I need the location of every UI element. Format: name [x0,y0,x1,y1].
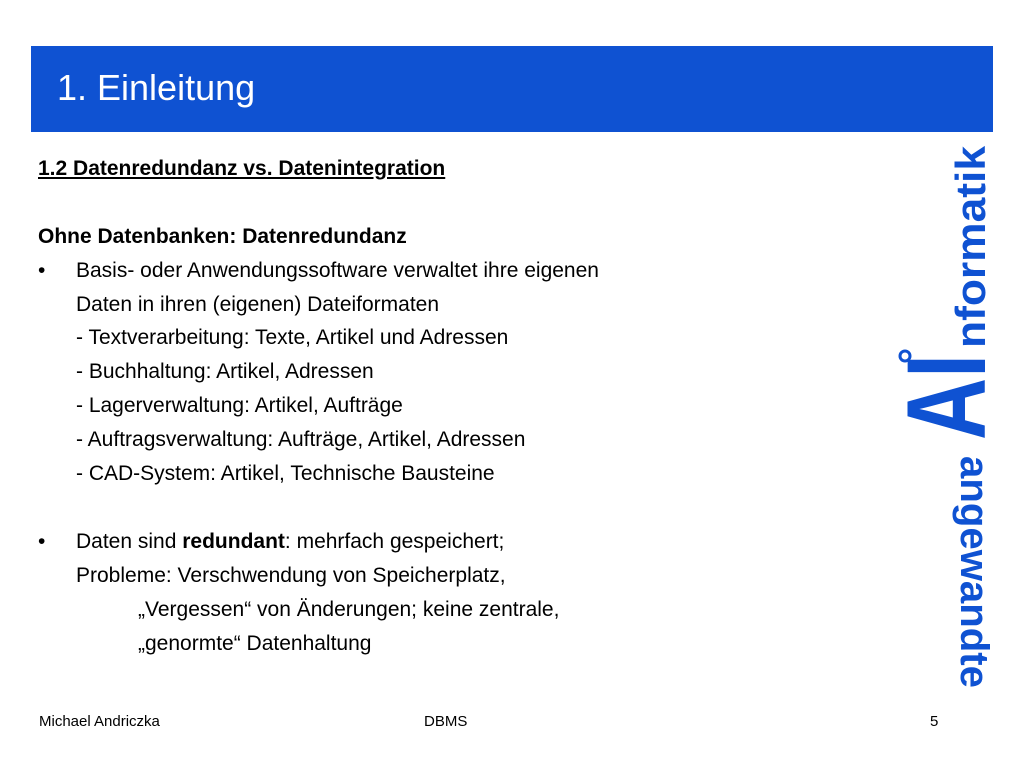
title-bar [31,46,993,132]
bullet2-prefix: Daten sind [76,530,183,553]
bullet2-suffix: : mehrfach gespeichert; [284,530,505,553]
logo-letters-ai: AI [884,328,1009,440]
bullet-marker-1: • [38,259,46,282]
footer-course: DBMS [424,713,468,730]
bullet2-line2: Probleme: Verschwendung von Speicherplatz, [76,564,506,587]
example-item: - Buchhaltung: Artikel, Adressen [76,360,374,383]
slide-subtitle: 1.2 Datenredundanz vs. Datenintegration [38,157,446,180]
bullet1-line2: Daten in ihren (eigenen) Dateiformaten [76,293,440,316]
footer-page-number: 5 [930,713,939,730]
logo-text-angewandte: angewandte [952,456,996,688]
slide-title: 1. Einleitung [57,67,256,108]
example-item: - Lagerverwaltung: Artikel, Aufträge [76,394,403,417]
bullet2-bold-word: redundant [182,530,285,553]
example-item: - Auftragsverwaltung: Aufträge, Artikel, Adressen [76,428,526,451]
angewandte-informatik-logo [884,138,1009,694]
bullet2-line4: „genormte“ Datenhaltung [138,632,372,655]
bullet1-line1: Basis- oder Anwendungssoftware verwaltet ihre eigenen [76,259,599,282]
bullet-marker-2: • [38,530,46,553]
logo-text-nformatik: nformatik [947,156,994,348]
section-heading: Ohne Datenbanken: Datenredundanz [38,225,407,248]
bullet2-line1 [76,525,504,559]
example-item: - CAD-System: Artikel, Technische Bausteine [76,462,495,485]
example-item: - Textverarbeitung: Texte, Artikel und Adressen [76,326,509,349]
footer-author: Michael Andriczka [39,713,160,730]
bullet2-line3: „Vergessen“ von Änderungen; keine zentrale, [138,598,560,621]
